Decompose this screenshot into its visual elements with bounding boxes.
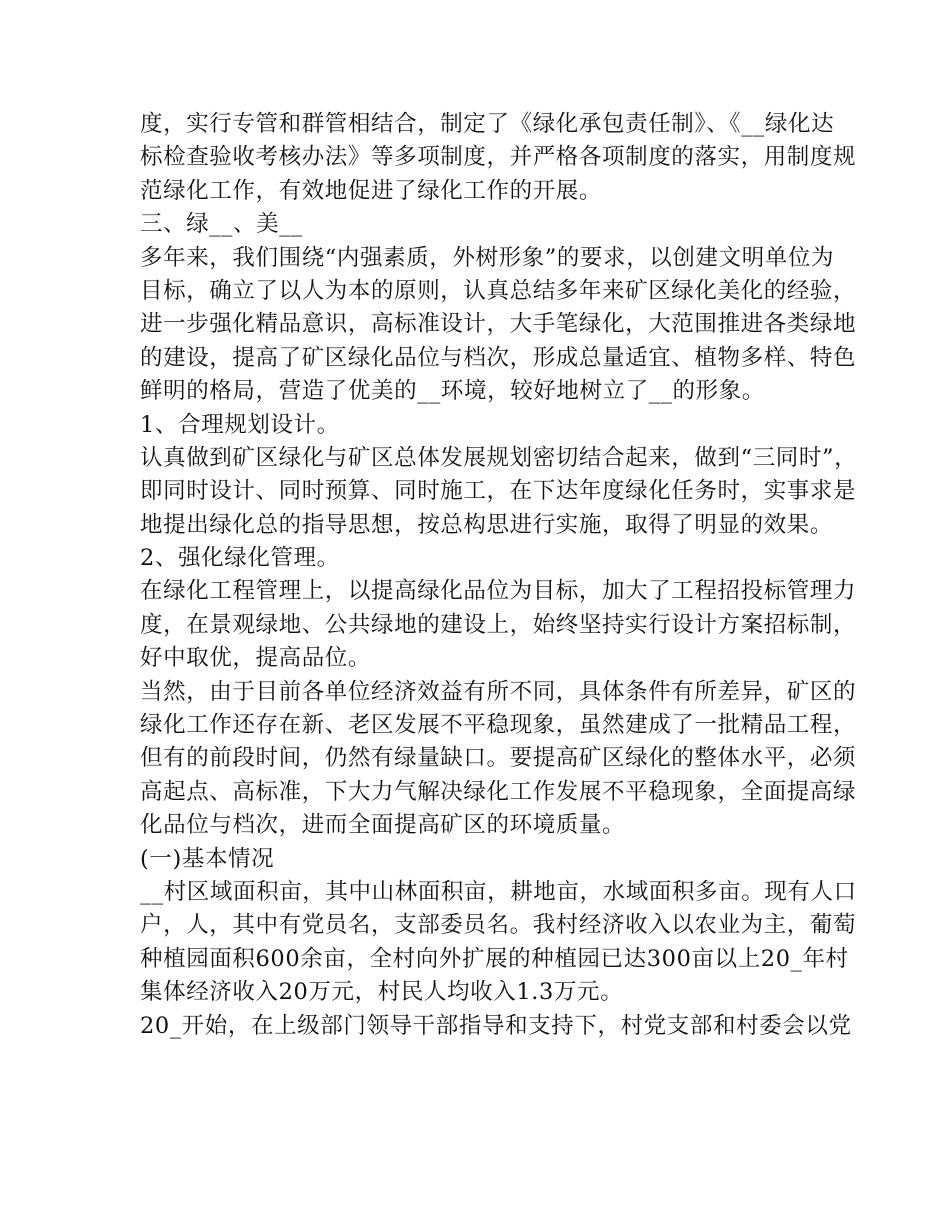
text-line: 高起点、高标准，下大力气解决绿化工作发展不平稳现象，全面提高绿 [140, 778, 857, 805]
text-line: 但有的前段时间，仍然有绿量缺口。要提高矿区绿化的整体水平，必须 [140, 745, 857, 772]
document-body [140, 108, 858, 1043]
text-line: 鲜明的格局，营造了优美的__环境，较好地树立了__的形象。 [140, 378, 765, 405]
text-line: 认真做到矿区绿化与矿区总体发展规划密切结合起来，做到“三同时”， [140, 444, 858, 471]
text-line: 好中取优，提高品位。 [140, 645, 372, 672]
text-line: 地提出绿化总的指导思想，按总构思进行实施，取得了明显的效果。 [140, 511, 834, 538]
text-line: 度，实行专管和群管相结合，制定了《绿化承包责任制》、《__绿化达 [140, 111, 835, 137]
text-line: 集体经济收入20万元，村民人均收入1.3万元。 [140, 979, 624, 1006]
text-line: 绿化工作还存在新、老区发展不平稳现象，虽然建成了一批精品工程， [140, 712, 857, 739]
text-line: 20_开始，在上级部门领导干部指导和支持下，村党支部和村委会以党 [140, 1012, 852, 1039]
text-line: 的建设，提高了矿区绿化品位与档次，形成总量适宜、植物多样、特色 [140, 344, 857, 371]
section-heading: 三、绿__、美__ [140, 211, 303, 238]
subsection-heading: 2、强化绿化管理。 [140, 545, 340, 572]
subsection-heading: 1、合理规划设计。 [140, 411, 340, 438]
text-line: 范绿化工作，有效地促进了绿化工作的开展。 [140, 177, 603, 204]
text-line: __村区域面积亩，其中山林面积亩，耕地亩，水域面积多亩。现有人口 [140, 878, 857, 905]
text-line: 当然，由于目前各单位经济效益有所不同，具体条件有所差异，矿区的 [140, 678, 857, 705]
text-line: 目标，确立了以人为本的原则，认真总结多年来矿区绿化美化的经验， [140, 277, 857, 304]
text-line: 种植园面积600余亩，全村向外扩展的种植园已达300亩以上20_年村 [140, 945, 849, 972]
text-line: 度，在景观绿地、公共绿地的建设上，始终坚持实行设计方案招标制， [140, 611, 857, 638]
text-line: 标检查验收考核办法》等多项制度，并严格各项制度的落实，用制度规 [140, 144, 857, 171]
text-line: 化品位与档次，进而全面提高矿区的环境质量。 [140, 812, 626, 839]
text-line: 即同时设计、同时预算、同时施工，在下达年度绿化任务时，实事求是 [140, 478, 857, 505]
text-line: 多年来，我们围绕“内强素质，外树形象”的要求，以创建文明单位为 [140, 244, 835, 271]
text-line: 进一步强化精品意识，高标准设计，大手笔绿化，大范围推进各类绿地 [140, 311, 857, 338]
text-line: 户，人，其中有党员名，支部委员名。我村经济收入以农业为主，葡萄 [140, 912, 857, 939]
section-heading: (一)基本情况 [140, 845, 275, 872]
text-line: 在绿化工程管理上，以提高绿化品位为目标，加大了工程招投标管理力 [140, 578, 857, 605]
